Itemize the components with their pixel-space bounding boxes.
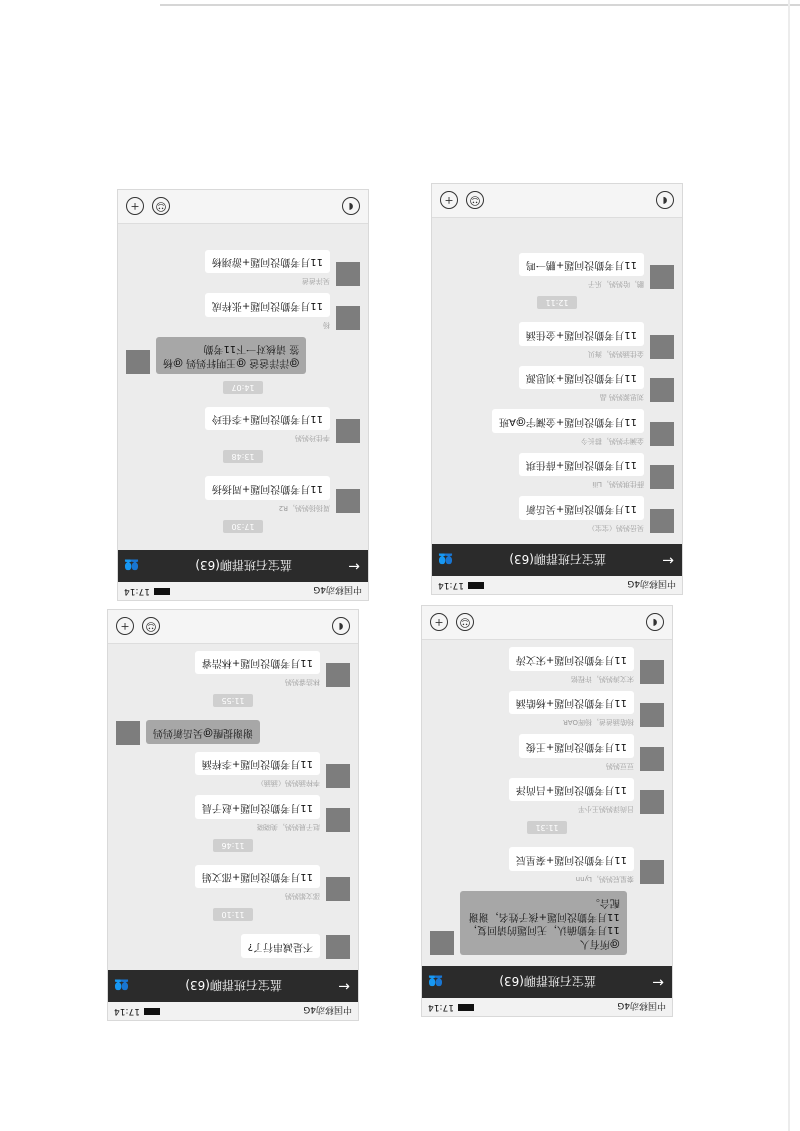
emoji-icon[interactable]: ☺ — [152, 198, 170, 216]
avatar[interactable] — [326, 808, 350, 832]
avatar[interactable] — [326, 935, 350, 959]
chat-screen — [422, 606, 672, 1016]
timestamp — [126, 381, 360, 400]
group-members-icon[interactable]: 👥 — [116, 979, 129, 993]
time-text: 17:14 — [124, 586, 150, 596]
sender-name: 杨 — [323, 321, 330, 329]
timestamp-text: 11:55 — [213, 695, 252, 708]
sender-name: 金澜宇妈妈，群长今 — [581, 437, 644, 445]
chat-screen — [108, 610, 358, 1020]
status-time — [438, 580, 484, 590]
message-body — [205, 477, 330, 514]
avatar[interactable] — [336, 306, 360, 330]
timestamp-text: 11:10 — [213, 909, 252, 922]
carrier-label: 中国移动4G — [313, 584, 362, 595]
status-bar — [422, 998, 672, 1016]
avatar[interactable] — [640, 791, 664, 815]
avatar[interactable] — [650, 379, 674, 403]
emoji-icon[interactable]: ☺ — [456, 614, 474, 632]
avatar[interactable] — [650, 422, 674, 446]
time-text: 17:14 — [438, 580, 464, 590]
plus-icon[interactable]: + — [430, 614, 448, 632]
voice-icon[interactable]: ◖ — [342, 198, 360, 216]
message-body — [519, 453, 644, 490]
message-body — [460, 891, 627, 955]
message-body — [509, 648, 634, 685]
battery-icon — [468, 582, 484, 589]
message-body — [519, 253, 644, 290]
avatar[interactable] — [336, 489, 360, 513]
chat-header — [108, 970, 358, 1002]
message-bubble[interactable]: 11月考勤没问题+金佳涵 — [519, 323, 644, 347]
input-bar — [108, 610, 358, 644]
carrier-label: 中国移动4G — [617, 1000, 666, 1011]
sender-name: 吴岳妈妈（宝宝） — [588, 524, 644, 532]
sender-name: 薛佳琪妈妈，Lili — [592, 480, 644, 489]
battery-icon — [154, 588, 170, 595]
sender-name: 豆豆妈妈 — [606, 762, 634, 770]
message-row — [430, 848, 664, 885]
group-members-icon[interactable]: 👥 — [430, 975, 443, 989]
back-arrow-icon[interactable]: ← — [662, 552, 674, 568]
message-bubble[interactable]: 11月考勤没问题+吕尚泽 — [509, 778, 634, 802]
sender-name: 邵文娟妈妈 — [285, 892, 320, 901]
plus-icon[interactable]: + — [440, 192, 458, 210]
timestamp — [116, 695, 350, 714]
timestamp — [126, 451, 360, 470]
time-text: 17:14 — [114, 1006, 140, 1016]
chat-title: 蓝宝石班群聊(63) — [195, 558, 292, 573]
message-list — [118, 239, 368, 550]
plus-icon[interactable]: + — [126, 198, 144, 216]
avatar[interactable] — [116, 721, 140, 745]
chat-header — [432, 544, 682, 576]
message-row — [440, 497, 674, 534]
message-body — [519, 497, 644, 534]
sender-name: 周扬扬妈妈，R2 — [278, 504, 330, 512]
message-bubble[interactable]: @洋洋爸爸 @王明轩妈妈 @杨 签 请核对一下11考勤 — [156, 337, 306, 374]
message-row — [116, 651, 350, 688]
message-bubble[interactable]: 11月考勤没问题+薛佳琪 — [519, 453, 644, 477]
sender-name: 杨皓涵爸爸，杨晖OAR — [562, 718, 634, 727]
message-bubble[interactable]: 谢谢提醒@吴岳新妈妈 — [146, 721, 260, 745]
message-bubble[interactable]: 11月考勤没问题+张梓成 — [205, 294, 330, 318]
message-list — [108, 640, 358, 970]
sender-name: 林浩睿妈妈 — [285, 678, 320, 687]
message-row — [430, 735, 664, 772]
input-bar — [432, 184, 682, 218]
message-bubble[interactable]: 11月考勤没问题+李梓涵 — [195, 752, 320, 776]
sender-name: 赵子晨妈妈，美晓晓 — [257, 823, 320, 831]
emoji-icon[interactable]: ☺ — [142, 618, 160, 636]
avatar[interactable] — [640, 860, 664, 884]
timestamp — [430, 822, 664, 841]
message-body — [195, 865, 320, 902]
group-members-icon[interactable]: 👥 — [440, 553, 453, 567]
back-arrow-icon[interactable]: ← — [338, 978, 350, 994]
timestamp-text: 11:46 — [213, 839, 252, 852]
message-bubble[interactable]: 11月考勤没问题+赵子晨 — [195, 796, 320, 820]
timestamp-text: 14:07 — [223, 381, 262, 394]
avatar[interactable] — [650, 509, 674, 533]
message-body — [509, 778, 634, 815]
screenshot-top-left — [118, 190, 368, 600]
screenshot-bottom-right — [422, 606, 672, 1016]
message-bubble[interactable]: 11月考勤没问题+周扬扬 — [205, 477, 330, 501]
status-bar — [432, 576, 682, 594]
sender-name: 李佳玲妈妈 — [295, 434, 330, 443]
message-row — [440, 323, 674, 360]
group-members-icon[interactable]: 👥 — [126, 559, 139, 573]
timestamp-text: 17:30 — [223, 520, 262, 533]
avatar[interactable] — [326, 664, 350, 688]
sender-name: 李梓涵妈妈（涵涵） — [257, 779, 320, 788]
sender-name: 刘思源妈妈 晶 — [599, 393, 644, 402]
avatar[interactable] — [640, 747, 664, 771]
timestamp — [116, 909, 350, 928]
message-row — [430, 891, 664, 955]
message-row — [126, 294, 360, 331]
battery-icon — [144, 1008, 160, 1015]
sender-name: 宋文涛妈妈，许程铭 — [571, 675, 634, 683]
avatar[interactable] — [640, 660, 664, 684]
plus-icon[interactable]: + — [116, 618, 134, 636]
avatar[interactable] — [326, 878, 350, 902]
message-row — [440, 253, 674, 290]
timestamp-text: 11:31 — [527, 822, 566, 835]
chat-title: 蓝宝石班群聊(63) — [499, 974, 596, 989]
message-bubble[interactable]: 11月考勤没问题+吴岳新 — [519, 497, 644, 521]
back-arrow-icon[interactable]: ← — [348, 558, 360, 574]
input-bar — [422, 606, 672, 640]
status-time — [114, 1006, 160, 1016]
avatar[interactable] — [326, 765, 350, 789]
message-row — [126, 337, 360, 374]
sender-name: 吕尚泽妈妈王小平 — [578, 805, 634, 814]
sender-name: 金佳涵妈妈，海贝 — [588, 350, 644, 358]
screenshot-top-right — [432, 184, 682, 594]
message-body — [205, 250, 330, 287]
message-body — [156, 337, 306, 374]
message-bubble[interactable]: 不是减串行了? — [241, 935, 320, 959]
chat-title: 蓝宝石班群聊(63) — [509, 552, 606, 567]
message-body — [195, 651, 320, 688]
timestamp — [126, 520, 360, 539]
message-row — [430, 691, 664, 728]
message-bubble[interactable]: 11月考勤没问题+游翊杨 — [205, 250, 330, 274]
message-bubble[interactable]: @所有人 11月考勤确认，无问题的请回复， 11月考勤没问题+孩子姓名，谢谢 配合。 — [460, 891, 627, 955]
carrier-label: 中国移动4G — [303, 1004, 352, 1015]
message-row — [430, 778, 664, 815]
avatar[interactable] — [126, 350, 150, 374]
chat-header — [422, 966, 672, 998]
sender-name: 秦星辰妈妈，Lynn — [575, 875, 634, 883]
message-row — [116, 935, 350, 960]
timestamp-text: 12:11 — [537, 297, 576, 310]
message-body — [241, 935, 320, 960]
status-bar — [108, 1002, 358, 1020]
message-bubble[interactable]: 11月考勤没问题+宋文涛 — [509, 648, 634, 672]
message-body — [519, 735, 634, 772]
emoji-icon[interactable]: ☺ — [466, 192, 484, 210]
avatar[interactable] — [650, 335, 674, 359]
message-row — [116, 752, 350, 789]
avatar[interactable] — [650, 466, 674, 490]
avatar[interactable] — [430, 931, 454, 955]
timestamp — [116, 839, 350, 858]
message-body — [205, 407, 330, 444]
message-bubble[interactable]: 11月考勤没问题+鹏一鸣 — [519, 253, 644, 277]
message-row — [116, 796, 350, 833]
voice-icon[interactable]: ◖ — [656, 192, 674, 210]
carrier-label: 中国移动4G — [627, 578, 676, 589]
timestamp-text: 13:48 — [223, 451, 262, 464]
avatar[interactable] — [336, 263, 360, 287]
message-row — [126, 477, 360, 514]
message-row — [440, 453, 674, 490]
avatar[interactable] — [336, 420, 360, 444]
message-row — [116, 865, 350, 902]
battery-icon — [458, 1004, 474, 1011]
message-row — [440, 366, 674, 403]
sender-name: 吴洋爸爸 — [302, 277, 330, 286]
avatar[interactable] — [640, 704, 664, 728]
message-row — [126, 250, 360, 287]
chat-screen — [432, 184, 682, 594]
voice-icon[interactable]: ◖ — [646, 614, 664, 632]
message-bubble[interactable]: 11月考勤没问题+林浩睿 — [195, 651, 320, 675]
status-time — [428, 1002, 474, 1012]
message-row — [116, 721, 350, 746]
message-row — [126, 407, 360, 444]
message-body — [509, 848, 634, 885]
message-bubble[interactable]: 11月考勤没问题+邵文娟 — [195, 865, 320, 889]
message-body — [195, 796, 320, 833]
screenshot-bottom-left — [108, 610, 358, 1020]
message-body — [195, 752, 320, 789]
message-body — [205, 294, 330, 331]
status-time — [124, 586, 170, 596]
message-body — [519, 366, 644, 403]
message-body — [519, 323, 644, 360]
message-body — [146, 721, 260, 746]
back-arrow-icon[interactable]: ← — [652, 974, 664, 990]
avatar[interactable] — [650, 266, 674, 290]
message-bubble[interactable]: 11月考勤没问题+金澜宇@A班 — [492, 410, 644, 434]
voice-icon[interactable]: ◖ — [332, 618, 350, 636]
chat-title: 蓝宝石班群聊(63) — [185, 978, 282, 993]
chat-header — [118, 550, 368, 582]
timestamp — [440, 297, 674, 316]
message-list — [422, 637, 672, 967]
message-bubble[interactable]: 11月考勤没问题+秦星辰 — [509, 848, 634, 872]
message-bubble[interactable]: 11月考勤没问题+杨皓涵 — [509, 691, 634, 715]
status-bar — [118, 582, 368, 600]
input-bar — [118, 190, 368, 224]
message-bubble[interactable]: 11月考勤没问题+刘思源 — [519, 366, 644, 390]
chat-screen — [118, 190, 368, 600]
message-bubble[interactable]: 11月考勤没问题+王俊 — [519, 735, 634, 759]
message-row — [440, 410, 674, 447]
time-text: 17:14 — [428, 1002, 454, 1012]
message-bubble[interactable]: 11月考勤没问题+李佳玲 — [205, 407, 330, 431]
message-body — [509, 691, 634, 728]
message-row — [430, 648, 664, 685]
sender-name: 鹏，哈妈妈，乐子 — [588, 280, 644, 289]
message-list — [432, 242, 682, 544]
message-body — [492, 410, 644, 447]
